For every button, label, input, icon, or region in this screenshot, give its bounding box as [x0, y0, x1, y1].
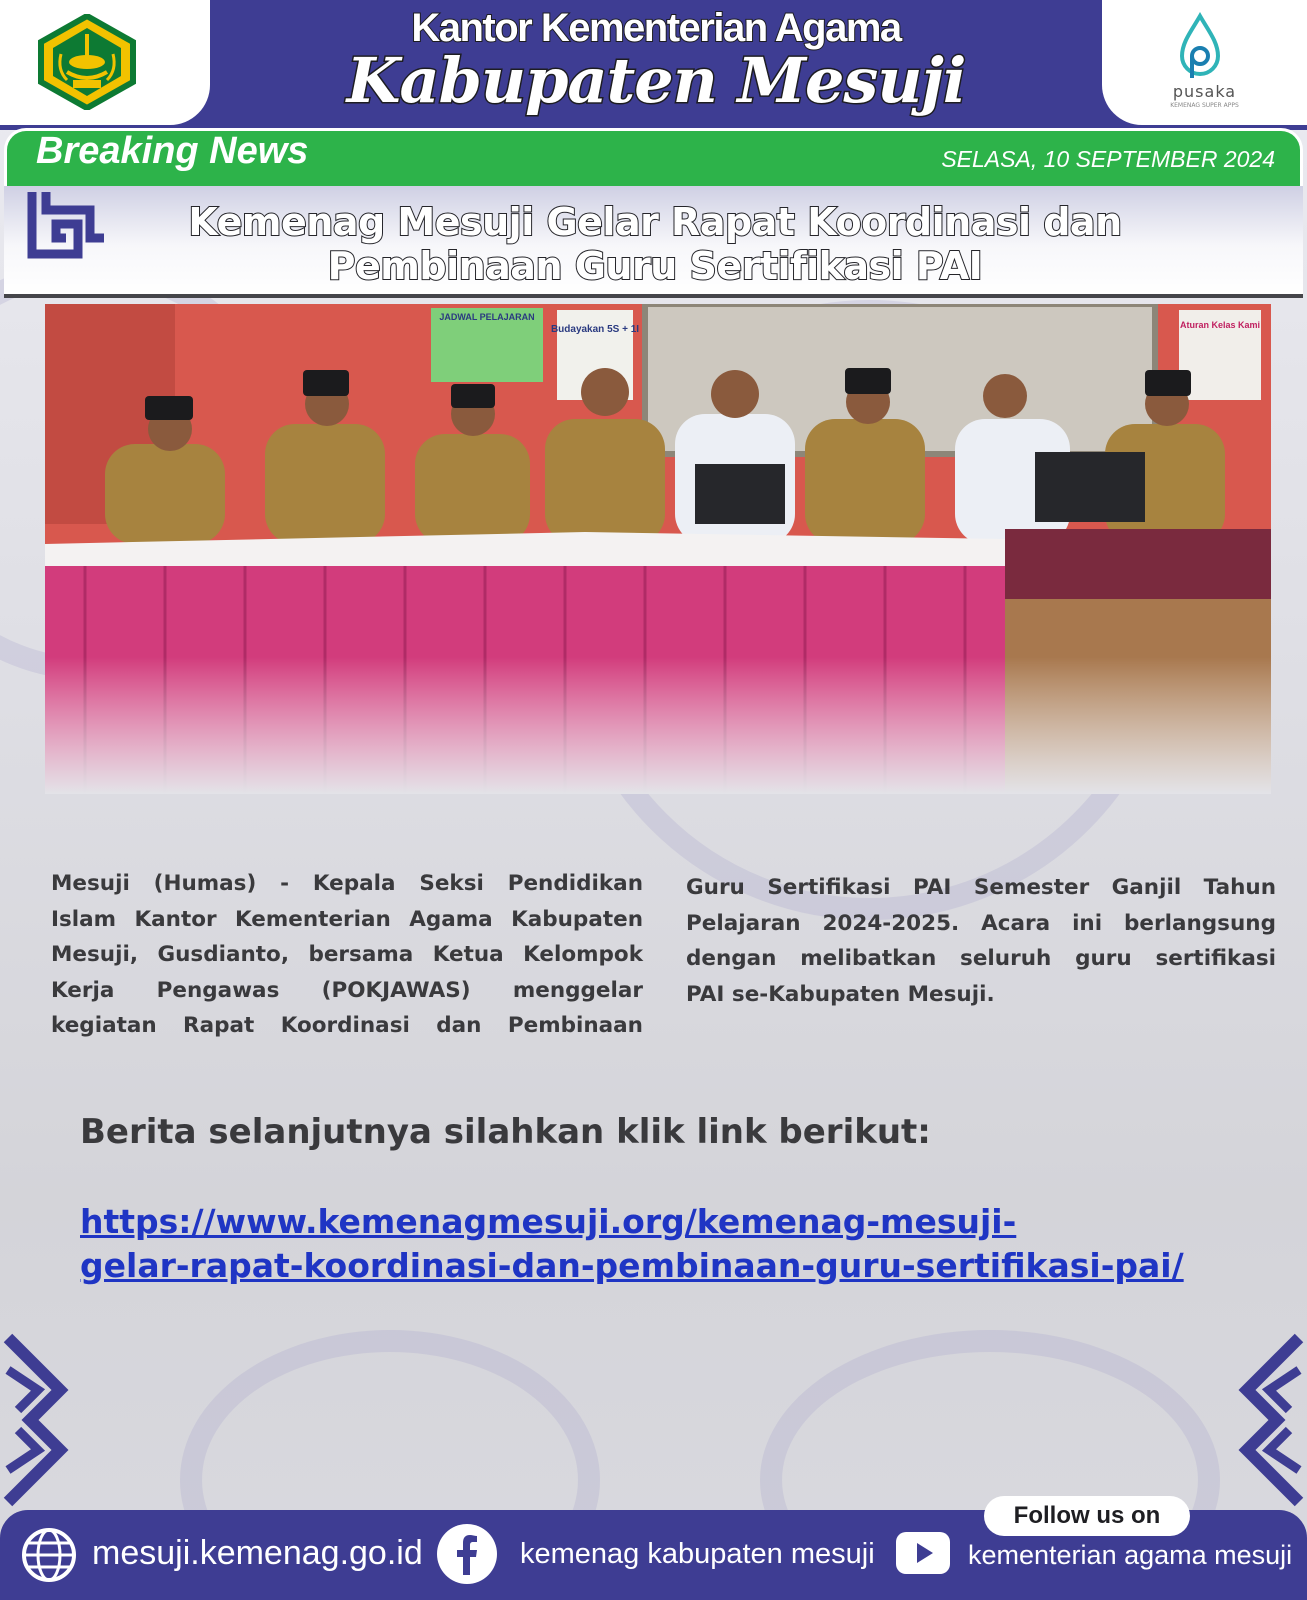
facebook-link[interactable]: kemenag kabupaten mesuji [520, 1538, 875, 1570]
facebook-icon[interactable] [436, 1523, 498, 1585]
headline-line-1: Kemenag Mesuji Gelar Rapat Koordinasi dan [188, 200, 1122, 244]
office-title: Kantor Kementerian Agama [411, 6, 901, 50]
pusaka-logo-name: pusaka [1172, 82, 1237, 101]
youtube-link[interactable]: kementerian agama mesuji [968, 1540, 1293, 1570]
article-line: PAI se-Kabupaten Mesuji. [686, 981, 995, 1007]
article-line: kegiatan Rapat Koordinasi dan Pembinaan [51, 1013, 643, 1038]
article-line: Pelajaran 2024-2025. Acara ini berlangsung [686, 910, 1276, 936]
read-more-prompt: Berita selanjutnya silahkan klik link berikut: [80, 1112, 931, 1152]
article-left-column [51, 866, 643, 1044]
article-right-column [686, 870, 1276, 1012]
article-line: Islam Kantor Kementerian Agama Kabupaten [51, 906, 643, 932]
globe-icon [20, 1526, 78, 1584]
article-line: Mesuji (Humas) - Kepala Seksi Pendidikan [51, 871, 643, 896]
article-line: Mesuji, Gusdianto, bersama Ketua Kelompok [51, 942, 643, 967]
article-link[interactable] [80, 1200, 1270, 1288]
regency-title: Kabupaten Mesuji [346, 44, 966, 117]
left-logo-panel [0, 0, 210, 125]
kemenag-logo-icon [37, 14, 137, 110]
article-link-line-2[interactable]: gelar-rapat-koordinasi-dan-pembinaan-guru-sertifikasi-pai/ [80, 1246, 1184, 1285]
headline [150, 200, 1160, 288]
article-line: Kerja Pengawas (POKJAWAS) menggelar [51, 977, 643, 1003]
left-corner-ornament-icon [0, 1330, 100, 1510]
website-link[interactable]: mesuji.kemenag.go.id [92, 1534, 423, 1572]
event-photo [45, 304, 1271, 794]
right-logo-panel [1102, 0, 1307, 125]
pusaka-logo-tagline: KEMENAG SUPER APPS [1170, 102, 1239, 109]
headline-line-2: Pembinaan Guru Sertifikasi PAI [327, 244, 983, 288]
youtube-icon[interactable] [896, 1532, 950, 1574]
follow-us-label: Follow us on [984, 1496, 1190, 1536]
breaking-news-label: Breaking News [36, 130, 309, 172]
news-date: SELASA, 10 SEPTEMBER 2024 [941, 146, 1275, 172]
article-line: dengan melibatkan seluruh guru sertifikasi [686, 946, 1276, 971]
article-line: Guru Sertifikasi PAI Semester Ganjil Tahun [686, 875, 1276, 900]
article-link-line-1[interactable]: https://www.kemenagmesuji.org/kemenag-mesuji- [80, 1202, 1017, 1241]
corner-ornament-icon [26, 188, 108, 260]
right-corner-ornament-icon [1207, 1330, 1307, 1510]
pusaka-logo-icon [1170, 12, 1230, 82]
